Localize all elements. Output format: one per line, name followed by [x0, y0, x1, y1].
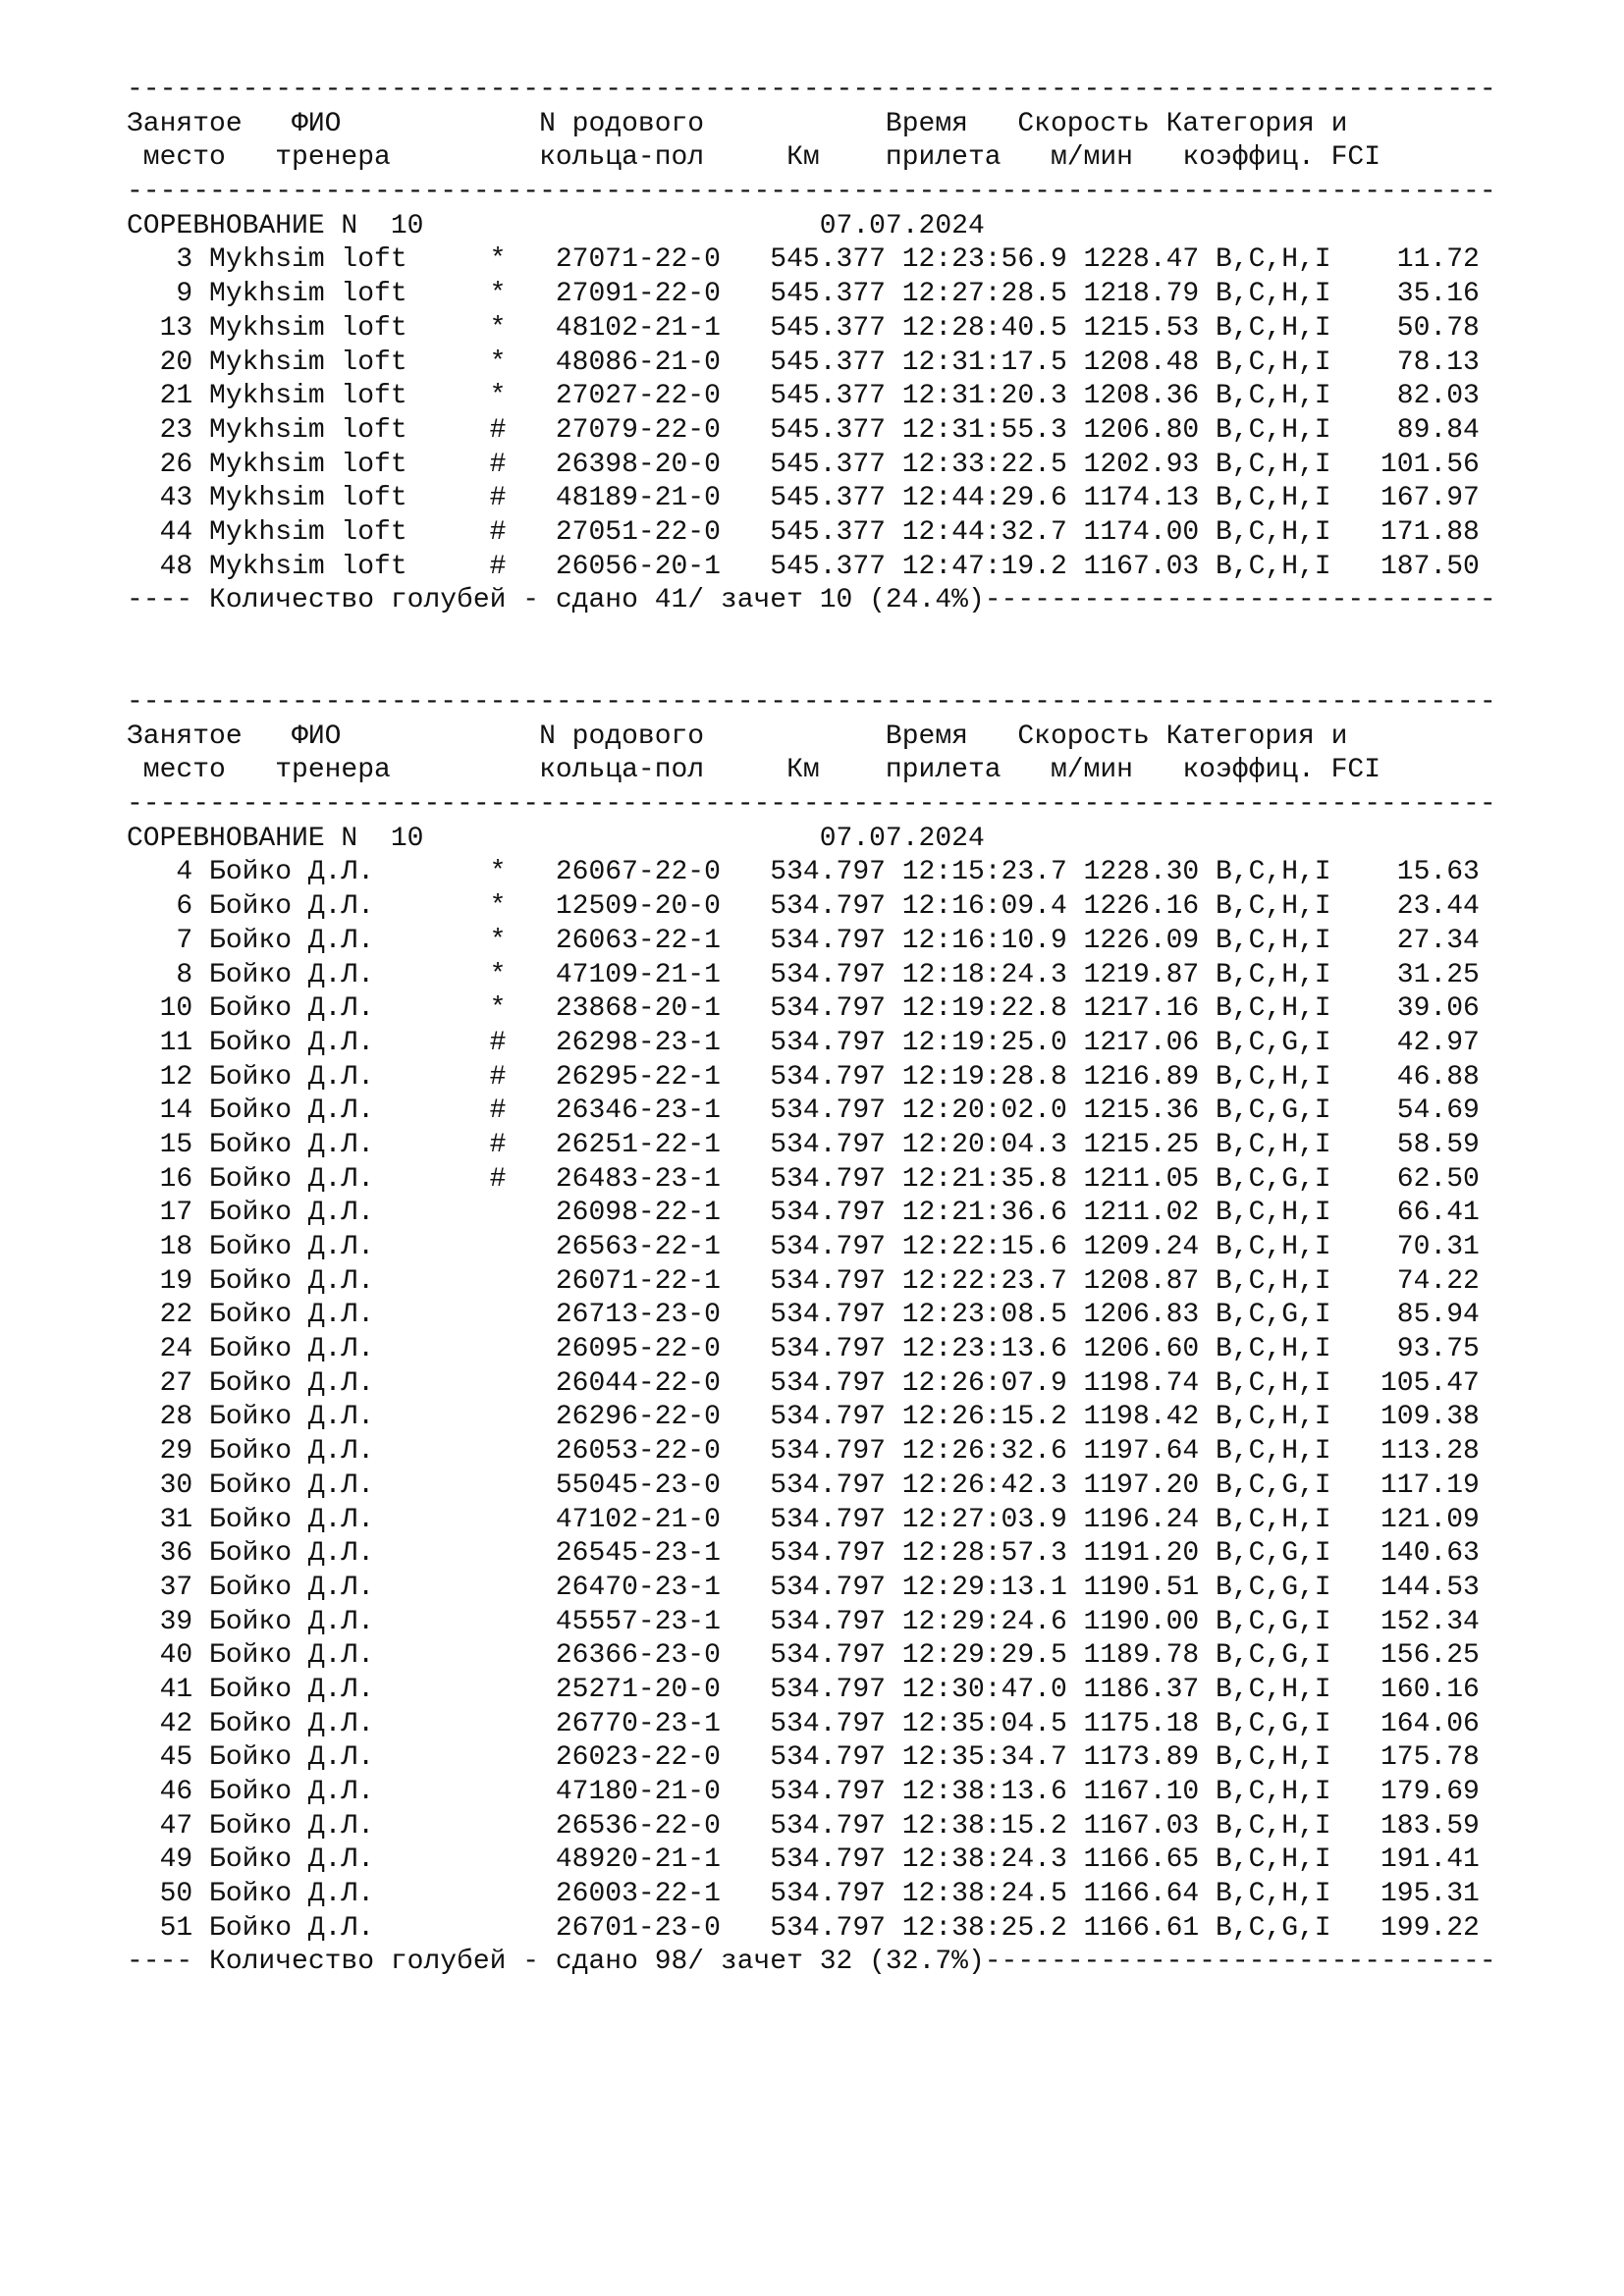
- result-rows: [127, 243, 1599, 584]
- results-block-mykhsim: [127, 74, 1599, 618]
- result-row: 46 Бойко Д.Л. 47180-21-0 534.797 12:38:13.6 1167.10 B,C,H,I 179.69: [127, 1777, 1480, 1807]
- result-row: 6 Бойко Д.Л. * 12509-20-0 534.797 12:16:09.4 1226.16 B,C,H,I 23.44: [127, 891, 1480, 923]
- competition-line: СОРЕВНОВАНИЕ N 10 07.07.2024: [127, 210, 985, 241]
- column-header-line-1: Занятое ФИО N родового Время Скорость Категория и: [127, 108, 1348, 139]
- result-row: 28 Бойко Д.Л. 26296-22-0 534.797 12:26:15.2 1198.42 B,C,H,I 109.38: [127, 1402, 1480, 1433]
- result-row: 24 Бойко Д.Л. 26095-22-0 534.797 12:23:13.6 1206.60 B,C,H,I 93.75: [127, 1334, 1480, 1365]
- result-row: 21 Mykhsim loft * 27027-22-0 545.377 12:31:20.3 1208.36 B,C,H,I 82.03: [127, 381, 1480, 412]
- result-row: 44 Mykhsim loft # 27051-22-0 545.377 12:44:32.7 1174.00 B,C,H,I 171.88: [127, 516, 1480, 548]
- result-row: 48 Mykhsim loft # 26056-20-1 545.377 12:47:19.2 1167.03 B,C,H,I 187.50: [127, 551, 1480, 582]
- result-row: 51 Бойко Д.Л. 26701-23-0 534.797 12:38:25.2 1166.61 B,C,G,I 199.22: [127, 1912, 1480, 1944]
- result-row: 13 Mykhsim loft * 48102-21-1 545.377 12:28:40.5 1215.53 B,C,H,I 50.78: [127, 312, 1480, 344]
- result-row: 10 Бойко Д.Л. * 23868-20-1 534.797 12:19:22.8 1217.16 B,C,H,I 39.06: [127, 993, 1480, 1025]
- column-header-line-2: место тренера кольца-пол Км прилета м/мин коэффиц. FCI: [127, 755, 1381, 786]
- separator-top: -----------------------------------------------------------------------------------: [127, 687, 1496, 718]
- result-row: 22 Бойко Д.Л. 26713-23-0 534.797 12:23:08.5 1206.83 B,C,G,I 85.94: [127, 1300, 1480, 1331]
- result-row: 15 Бойко Д.Л. # 26251-22-1 534.797 12:20:04.3 1215.25 B,C,H,I 58.59: [127, 1129, 1480, 1160]
- result-row: 39 Бойко Д.Л. 45557-23-1 534.797 12:29:24.6 1190.00 B,C,G,I 152.34: [127, 1606, 1480, 1637]
- result-rows: [127, 856, 1599, 1946]
- result-row: 27 Бойко Д.Л. 26044-22-0 534.797 12:26:07.9 1198.74 B,C,H,I 105.47: [127, 1367, 1480, 1399]
- result-row: 20 Mykhsim loft * 48086-21-0 545.377 12:31:17.5 1208.48 B,C,H,I 78.13: [127, 347, 1480, 378]
- result-row: 19 Бойко Д.Л. 26071-22-1 534.797 12:22:23.7 1208.87 B,C,H,I 74.22: [127, 1265, 1480, 1297]
- results-block-boiko: [127, 686, 1599, 1980]
- separator-header: -----------------------------------------------------------------------------------: [127, 789, 1496, 821]
- separator-top: -----------------------------------------------------------------------------------: [127, 75, 1496, 105]
- result-row: 17 Бойко Д.Л. 26098-22-1 534.797 12:21:36.6 1211.02 B,C,H,I 66.41: [127, 1198, 1480, 1229]
- result-row: 26 Mykhsim loft # 26398-20-0 545.377 12:33:22.5 1202.93 B,C,H,I 101.56: [127, 449, 1480, 480]
- result-row: 43 Mykhsim loft # 48189-21-0 545.377 12:44:29.6 1174.13 B,C,H,I 167.97: [127, 483, 1480, 514]
- result-row: 49 Бойко Д.Л. 48920-21-1 534.797 12:38:24.3 1166.65 B,C,H,I 191.41: [127, 1844, 1480, 1876]
- competition-line: СОРЕВНОВАНИЕ N 10 07.07.2024: [127, 823, 985, 854]
- result-row: 23 Mykhsim loft # 27079-22-0 545.377 12:31:55.3 1206.80 B,C,H,I 89.84: [127, 414, 1480, 446]
- result-row: 31 Бойко Д.Л. 47102-21-0 534.797 12:27:03.9 1196.24 B,C,H,I 121.09: [127, 1504, 1480, 1535]
- summary-footer: ---- Количество голубей - сдано 41/ зачет 10 (24.4%)-------------------------------: [127, 585, 1496, 616]
- result-row: 50 Бойко Д.Л. 26003-22-1 534.797 12:38:24.5 1166.64 B,C,H,I 195.31: [127, 1879, 1480, 1910]
- result-row: 41 Бойко Д.Л. 25271-20-0 534.797 12:30:47.0 1186.37 B,C,H,I 160.16: [127, 1674, 1480, 1705]
- result-row: 9 Mykhsim loft * 27091-22-0 545.377 12:27:28.5 1218.79 B,C,H,I 35.16: [127, 279, 1480, 310]
- result-row: 40 Бойко Д.Л. 26366-23-0 534.797 12:29:29.5 1189.78 B,C,G,I 156.25: [127, 1640, 1480, 1672]
- separator-header: -----------------------------------------------------------------------------------: [127, 177, 1496, 208]
- result-row: 47 Бойко Д.Л. 26536-22-0 534.797 12:38:15.2 1167.03 B,C,H,I 183.59: [127, 1810, 1480, 1842]
- result-row: 8 Бойко Д.Л. * 47109-21-1 534.797 12:18:24.3 1219.87 B,C,H,I 31.25: [127, 959, 1480, 990]
- result-row: 30 Бойко Д.Л. 55045-23-0 534.797 12:26:42.3 1197.20 B,C,G,I 117.19: [127, 1469, 1480, 1501]
- result-row: 7 Бойко Д.Л. * 26063-22-1 534.797 12:16:10.9 1226.09 B,C,H,I 27.34: [127, 925, 1480, 956]
- column-header-line-1: Занятое ФИО N родового Время Скорость Категория и: [127, 721, 1348, 752]
- result-row: 12 Бойко Д.Л. # 26295-22-1 534.797 12:19:28.8 1216.89 B,C,H,I 46.88: [127, 1061, 1480, 1093]
- column-header-line-2: место тренера кольца-пол Км прилета м/мин коэффиц. FCI: [127, 142, 1381, 174]
- result-row: 16 Бойко Д.Л. # 26483-23-1 534.797 12:21:35.8 1211.05 B,C,G,I 62.50: [127, 1163, 1480, 1195]
- result-row: 18 Бойко Д.Л. 26563-22-1 534.797 12:22:15.6 1209.24 B,C,H,I 70.31: [127, 1232, 1480, 1262]
- result-row: 11 Бойко Д.Л. # 26298-23-1 534.797 12:19:25.0 1217.06 B,C,G,I 42.97: [127, 1027, 1480, 1058]
- summary-footer: ---- Количество голубей - сдано 98/ зачет 32 (32.7%)-------------------------------: [127, 1947, 1496, 1978]
- result-row: 42 Бойко Д.Л. 26770-23-1 534.797 12:35:04.5 1175.18 B,C,G,I 164.06: [127, 1708, 1480, 1739]
- result-row: 4 Бойко Д.Л. * 26067-22-0 534.797 12:15:23.7 1228.30 B,C,H,I 15.63: [127, 857, 1480, 888]
- result-row: 3 Mykhsim loft * 27071-22-0 545.377 12:23:56.9 1228.47 B,C,H,I 11.72: [127, 244, 1480, 276]
- result-row: 29 Бойко Д.Л. 26053-22-0 534.797 12:26:32.6 1197.64 B,C,H,I 113.28: [127, 1436, 1480, 1468]
- result-row: 36 Бойко Д.Л. 26545-23-1 534.797 12:28:57.3 1191.20 B,C,G,I 140.63: [127, 1538, 1480, 1570]
- result-row: 37 Бойко Д.Л. 26470-23-1 534.797 12:29:13.1 1190.51 B,C,G,I 144.53: [127, 1572, 1480, 1603]
- result-row: 14 Бойко Д.Л. # 26346-23-1 534.797 12:20:02.0 1215.36 B,C,G,I 54.69: [127, 1095, 1480, 1127]
- result-row: 45 Бойко Д.Л. 26023-22-0 534.797 12:35:34.7 1173.89 B,C,H,I 175.78: [127, 1742, 1480, 1774]
